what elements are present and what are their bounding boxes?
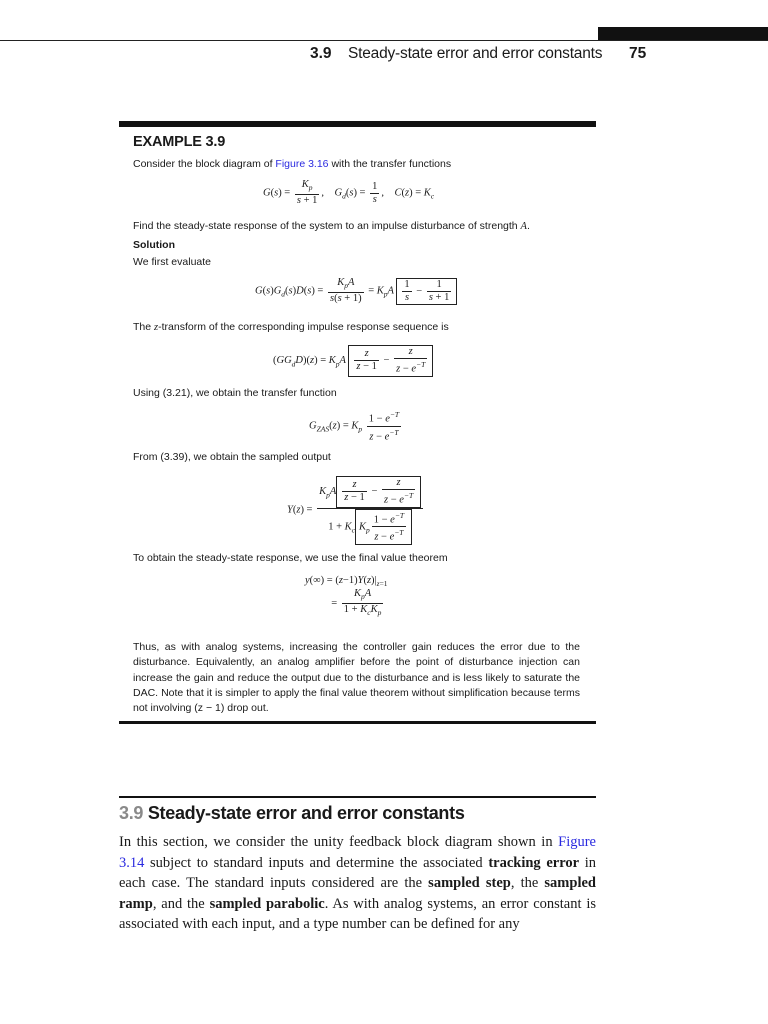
find-text: Find the steady-state response of the system to an impulse disturbance of strength [133, 220, 521, 232]
solution-label: Solution [133, 239, 175, 251]
from-339-text: From (3.39), we obtain the sampled output [133, 451, 331, 463]
z-transform-post: -transform of the corresponding impulse response sequence is [158, 321, 449, 333]
term-sampled-ramp: sampled ramp [119, 875, 596, 912]
equation-gzas: $G_{ZAS}(z) = K_p$ $\frac{1 - e^{-T}}{z - e^{-T}}$ [309, 410, 400, 442]
example-top-rule [119, 121, 596, 127]
equation-sampled-output: Y(z) = $K_pA$ $\frac{z}{z - 1}$ − $\frac{z}{z - e^{-T}}$ $1 + K_c$ $K_p$ $\frac{1 - e^{-T}}{z - e^{-T}}$ [287, 476, 425, 545]
body-text-1: In this section, we consider the unity feedback block diagram shown in [119, 834, 553, 850]
running-head [0, 45, 650, 67]
page-number: 75 [629, 45, 647, 62]
header-tab-bar [598, 27, 768, 40]
figure-link-3-16[interactable]: Figure 3.16 [275, 158, 329, 170]
equation-ggd-z: $(GG_dD)(z) = K_pA$ $\frac{z}{z - 1}$ − $\frac{z}{z - e^{-T}}$ [273, 345, 433, 377]
section-number: 3.9 [119, 803, 144, 823]
running-head-title: Steady-state error and error constants [348, 45, 603, 62]
figure-link-3-14[interactable]: Figure 3.14 [119, 834, 596, 871]
body-text-6: . As with analog systems, an error constant is associated with each input, and a type number can be defined for any [119, 895, 597, 933]
z-transform-pre: The [133, 321, 155, 333]
using-321-text: Using (3.21), we obtain the transfer function [133, 387, 337, 399]
equation-final-value: $y(\infty) = (z-1)Y(z)|_{z=1}$ = $\frac{K_pA}{1 + K_cK_p}$ [305, 575, 388, 618]
section-title: Steady-state error and error constants [147, 803, 465, 823]
example-bottom-rule [119, 721, 596, 724]
body-text-2: subject to standard inputs and determine the associated [144, 854, 489, 871]
z-transform-var: z [154, 322, 159, 333]
example-heading: EXAMPLE 3.9 [133, 134, 226, 150]
example-box [119, 121, 596, 724]
equation-transfer-functions: G(s) = $\frac{K_p}{s + 1}$ , $G_d(s)$ = $\frac{1}{s}$ , $C(z) = K_c$ [263, 179, 435, 207]
example-intro [133, 157, 451, 172]
intro-text: Consider the block diagram of [133, 158, 276, 170]
term-sampled-parabolic: sampled parabolic [209, 895, 325, 912]
header-rule [0, 40, 768, 41]
term-tracking-error: tracking error [488, 854, 580, 871]
section-rule [119, 796, 596, 798]
example-conclusion: Thus, as with analog systems, increasing the controller gain reduces the error due to the disturbance. Equivalently, an analog amplifier before the point of disturbance injection can increase the gain and reduce the output due to the disturbance and is less likely to saturate the DAC. Note that it is simpler to apply the final value theorem without simplification because terms not involving (z − 1) drop out. [133, 641, 580, 715]
final-value-text: To obtain the steady-state response, we use the final value theorem [133, 552, 448, 564]
section-body [119, 832, 596, 935]
first-evaluate-text: We first evaluate [133, 256, 212, 268]
intro-text-end: with the transfer functions [328, 158, 452, 170]
body-text-5: , and the [152, 895, 210, 912]
body-text-4: , the [510, 875, 545, 892]
example-find-text [133, 219, 530, 234]
find-text-end: . [526, 220, 530, 232]
z-transform-text [133, 320, 449, 335]
section-heading [119, 803, 465, 824]
equation-ggdd: $G(s)G_d(s)D(s)$ = $\frac{K_pA}{s(s + 1)}$ = $K_pA$ $\frac{1}{s}$ − $\frac{1}{s + 1}$ [255, 277, 457, 305]
term-sampled-step: sampled step [428, 875, 511, 892]
body-text-3: in each case. The standard inputs considered are the [119, 854, 597, 892]
running-head-section-number: 3.9 [310, 45, 332, 62]
find-var: A [520, 221, 527, 232]
